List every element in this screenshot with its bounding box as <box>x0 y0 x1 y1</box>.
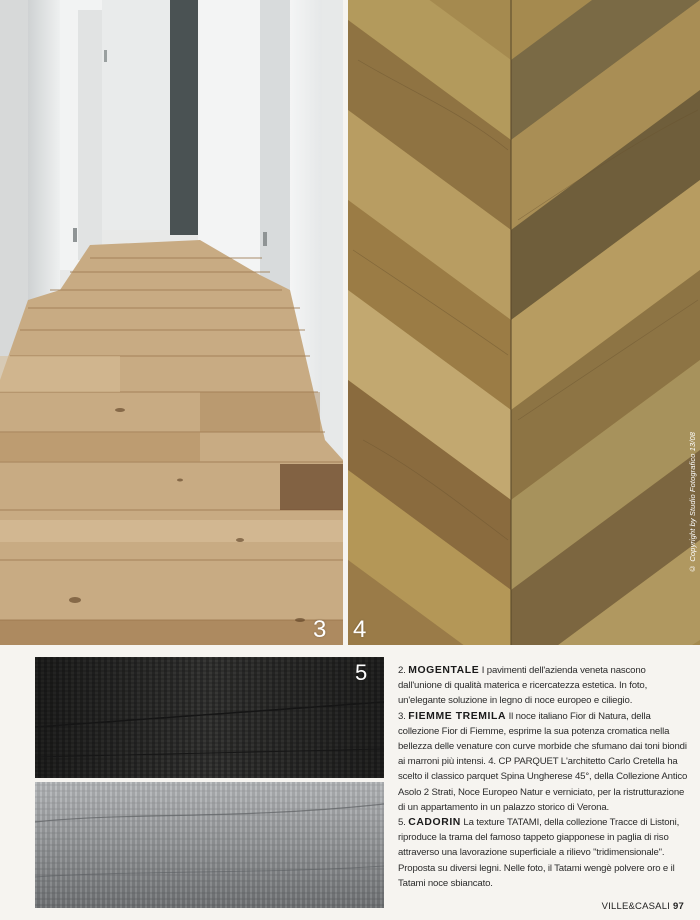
chevron-parquet-photo <box>348 0 700 645</box>
caption-mogentale: 2. MOGENTALE I pavimenti dell'azienda veneta nascono dall'unione di qualità materica e ricercatezza estetica. In foto, un'elegante soluzione in legno di noce europeo e ciliegio. <box>398 665 648 707</box>
brand-name: MOGENTALE <box>408 665 480 676</box>
caption-cadorin: 5. CADORIN La texture TATAMI, della collezione Tracce di Listoni, riproduce la trama del famoso tappeto giapponese in paglia di riso attraverso una lavorazione superficiale a rilievo "tridimensionale". Proposta su diversi legni. Nelle foto, il Tatami wengè polvere oro e il Tatami noce sbiancato. <box>398 817 680 889</box>
page-number: 97 <box>673 901 684 912</box>
photo-number-3: 3 <box>313 616 327 643</box>
magazine-name: VILLE&CASALI <box>601 901 671 912</box>
caption-fiemme-cp-parquet: 3. FIEMME TREMILA Il noce italiano Fior di Natura, della collezione Fior di Fiemme, esprime la sua potenza cromatica nella bellezza delle venature con curve morbide che sfumano dai toni biondi ai marroni più intensi. 4. CP PARQUET L'architetto Carlo Cretella ha scelto il classico parquet Spina Ungherese 45°, della Collezione Antico Asolo 2 Strati, Noce Europeo Natur e verniciato, per la ristrutturazione di un appartamento in un palazzo storico di Verona. <box>398 710 688 813</box>
brand-name: FIEMME TREMILA <box>408 710 507 722</box>
tatami-noce-sbiancato-photo <box>35 782 384 908</box>
photo-number-4: 4 <box>353 616 367 643</box>
hallway-floor-photo <box>0 0 343 645</box>
page-footer <box>602 901 684 912</box>
photo-number-5: 5 <box>355 660 368 685</box>
brand-name: CADORIN <box>408 817 461 829</box>
photo-copyright: © Copyright by Studio Fotografico 13/08 <box>688 432 697 573</box>
caption-block <box>398 663 688 891</box>
tatami-wenge-photo <box>35 657 384 778</box>
